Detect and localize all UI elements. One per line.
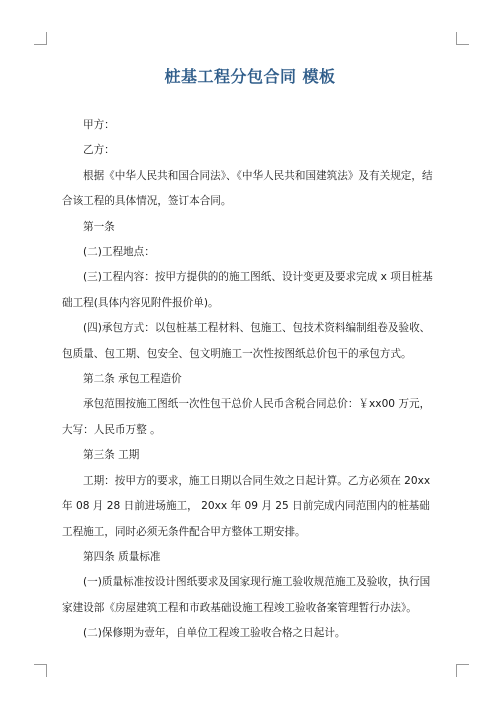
article-3-heading: 第三条 工期 [83, 449, 140, 462]
article-4-heading: 第四条 质量标准 [83, 550, 161, 563]
document-body [62, 113, 438, 647]
project-location: (二)工程地点： [83, 246, 155, 259]
quality-standard: (一)质量标准按设计图纸要求及国家现行施工验收规范施工及验收，执行国家建设部《房屋建筑工程和市政基础设施工程竣工验收备案管理暂行办法》。 [62, 576, 431, 614]
project-content: (三)工程内容：按甲方提供的的施工图纸、设计变更及要求完成 x 项目桩基础工程(具体内容见附件报价单)。 [62, 271, 433, 309]
contract-method: (四)承包方式：以包桩基工程材料、包施工、包技术资料编制组卷及验收、包质量、包工期、包安全、包文明施工一次性按图纸总价包干的承包方式。 [62, 322, 431, 360]
crop-mark-top-left [34, 32, 47, 45]
party-b-line: 乙方： [83, 144, 115, 157]
crop-mark-bottom-right [456, 664, 469, 677]
article-2-heading: 第二条 承包工程造价 [83, 373, 182, 386]
article-1-heading: 第一条 [83, 220, 115, 233]
party-a-line: 甲方： [83, 119, 115, 131]
warranty-period: (二)保修期为壹年，自单位工程竣工验收合格之日起计。 [83, 627, 346, 640]
crop-mark-bottom-left [34, 664, 47, 677]
crop-mark-top-right [456, 32, 469, 45]
schedule-paragraph: 工期：按甲方的要求，施工日期以合同生效之日起计算。乙方必须在 20xx 年 08 月 28 日前进场施工， 20xx 年 09 月 25 日前完成内同范围内的桩基础工程施工，同时必须无条件配合甲方整体工期安排。 [62, 474, 431, 538]
contract-price: 承包范围按施工图纸一次性包干总价人民币含税合同总价：￥xx00 万元，大写：人民币万整 。 [62, 398, 431, 436]
document-title: 桩基工程分包合同 模板 [164, 67, 336, 86]
preamble-paragraph: 根据《中华人民共和国合同法》、《中华人民共和国建筑法》及有关规定，结合该工程的具体情况，签订本合同。 [62, 169, 433, 208]
